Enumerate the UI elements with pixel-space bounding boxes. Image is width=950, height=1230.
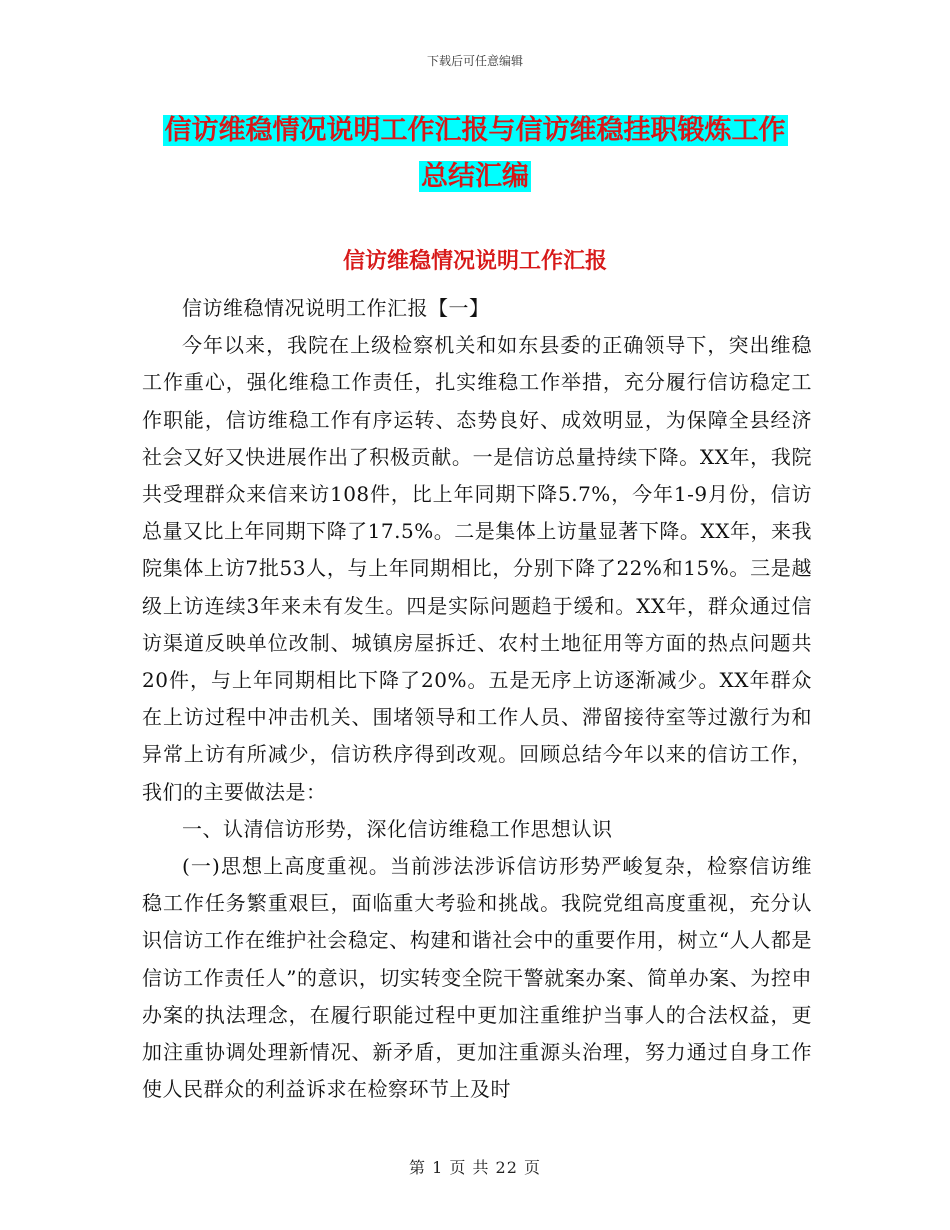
paragraph-item-1: (一)思想上高度重视。当前涉法涉诉信访形势严峻复杂，检察信访维稳工作任务繁重艰巨，面临重大考验和挑战。我院党组高度重视，充分认识信访工作在维护社会稳定、构建和谐社会中的重要作用，树立“人人都是信访工作责任人”的意识，切实转变全院干警就案办案、简单办案、为控申办案的执法理念，在履行职能过程中更加注重维护当事人的合法权益，更加注重协调处理新情况、新矛盾，更加注重源头治理，努力通过自身工作使人民群众的利益诉求在检察环节上及时 <box>142 854 812 1102</box>
document-title-line-1: 信访维稳情况说明工作汇报与信访维稳挂职锻炼工作 <box>164 115 786 146</box>
section-title: 信访维稳情况说明工作汇报 <box>342 249 607 274</box>
document-title-line-2: 总结汇编 <box>421 161 529 192</box>
paragraph-heading-1: 一、认清信访形势，深化信访维稳工作思想认识 <box>182 816 613 841</box>
page-number: 第 1 页 共 22 页 <box>409 1158 541 1177</box>
document-title <box>0 108 950 200</box>
document-body <box>142 290 812 1108</box>
paragraph-subtitle: 信访维稳情况说明工作汇报【一】 <box>182 296 490 320</box>
paragraph-intro: 今年以来，我院在上级检察机关和如东县委的正确领导下，突出维稳工作重心，强化维稳工作责任，扎实维稳工作举措，充分履行信访稳定工作职能，信访维稳工作有序运转、态势良好、成效明显，为保障全县经济社会又好又快进展作出了积极贡献。一是信访总量持续下降。XX年，我院共受理群众来信来访108件，比上年同期下降5.7%，今年1-9月份，信访总量又比上年同期下降了17.5%。二是集体上访量显著下降。XX年，来我院集体上访7批53人，与上年同期相比，分别下降了22%和15%。三是越级上访连续3年来未有发生。四是实际问题趋于缓和。XX年，群众通过信访渠道反映单位改制、城镇房屋拆迁、农村土地征用等方面的热点问题共20件，与上年同期相比下降了20%。五是无序上访逐渐减少。XX年群众在上访过程中冲击机关、围堵领导和工作人员、滞留接待室等过激行为和异常上访有所减少，信访秩序得到改观。回顾总结今年以来的信访工作，我们的主要做法是： <box>142 333 812 804</box>
page-header: 下载后可任意编辑 <box>426 54 523 68</box>
